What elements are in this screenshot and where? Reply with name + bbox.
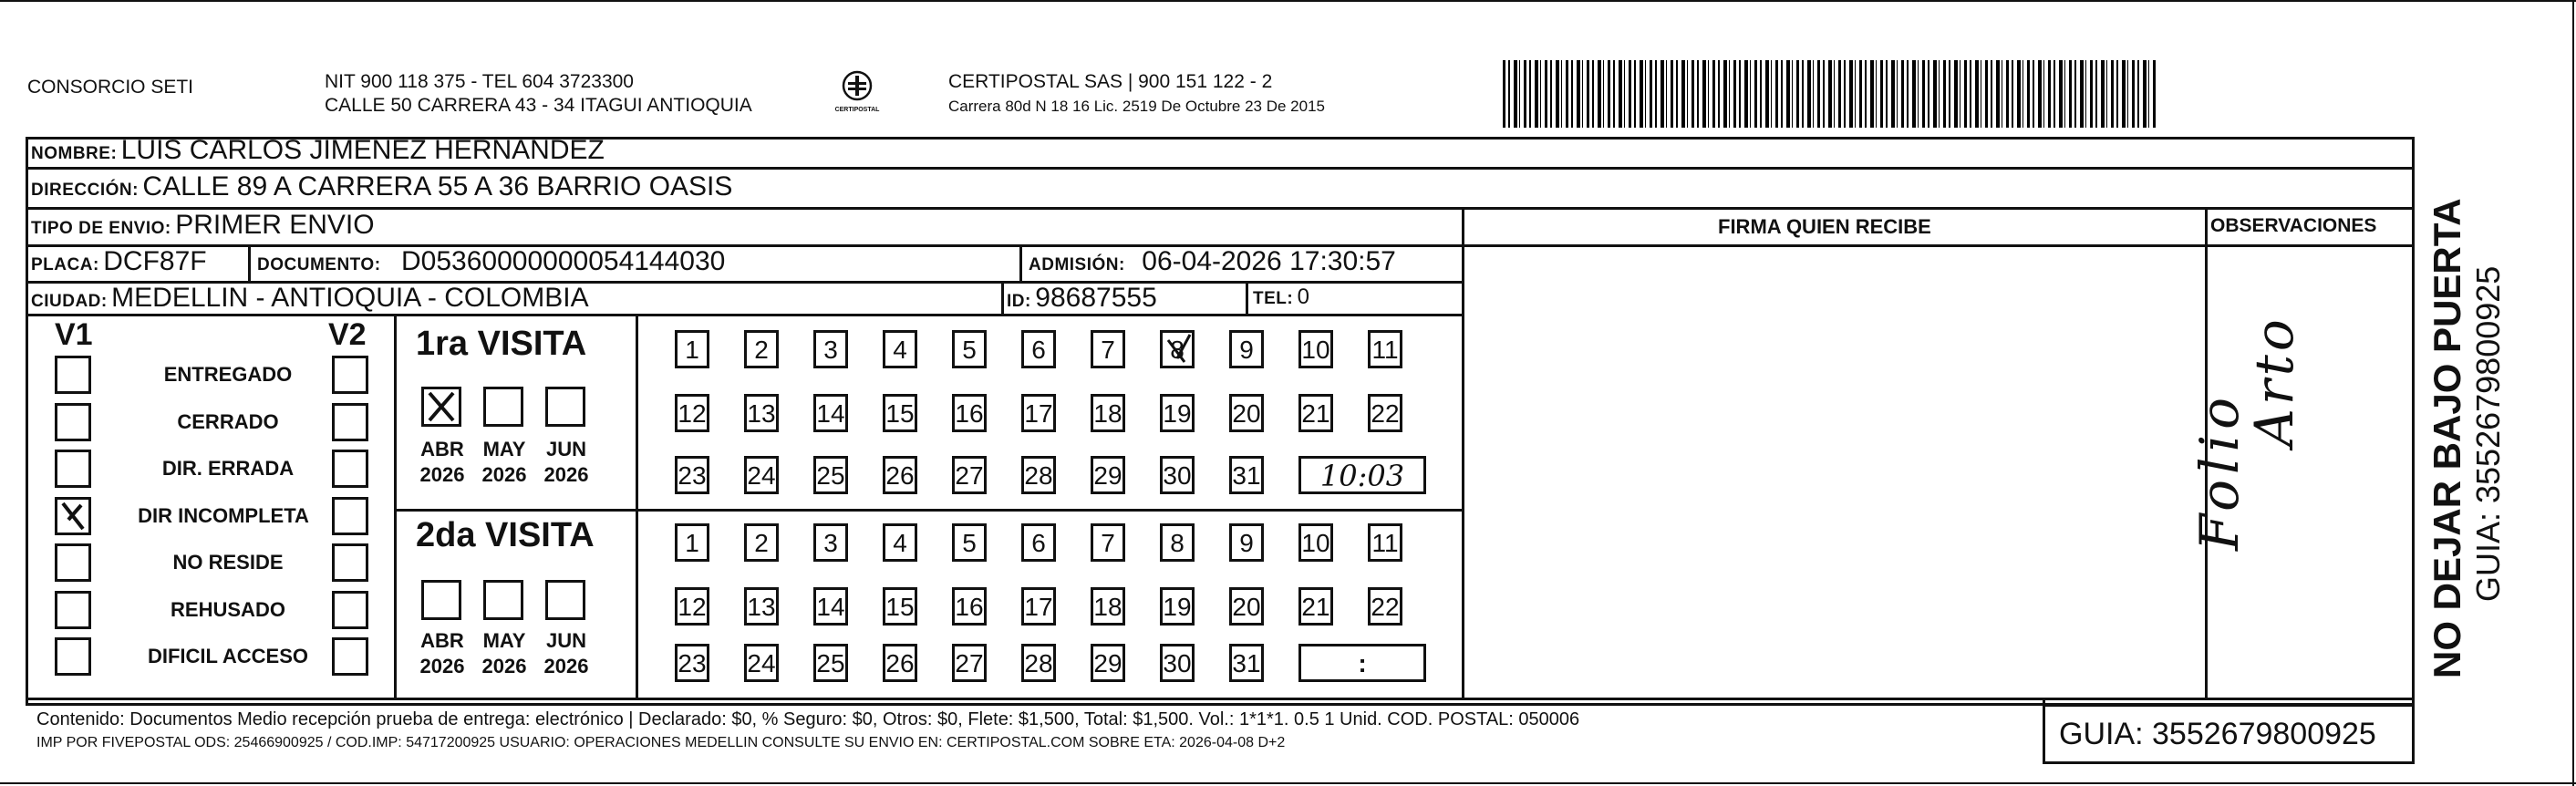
day-box[interactable]: 27 <box>952 456 987 494</box>
day-box[interactable]: 19 <box>1160 587 1195 626</box>
tipo-label: TIPO DE ENVIO: <box>31 219 171 238</box>
day-box[interactable]: 12 <box>675 394 709 432</box>
tel-field <box>1253 284 1309 310</box>
day-box[interactable]: 4 <box>883 330 917 368</box>
status-label: DIFICIL ACCESO <box>147 645 308 667</box>
id-value: 98687555 <box>1035 283 1157 313</box>
row-line <box>26 167 2415 170</box>
day-box[interactable]: 13 <box>744 587 779 626</box>
ciudad-value: MEDELLIN - ANTIOQUIA - COLOMBIA <box>111 283 589 313</box>
firma-header: FIRMA QUIEN RECIBE <box>1718 215 1931 238</box>
day-box[interactable]: 10 <box>1298 330 1333 368</box>
side-guia: GUIA: 3552679800925 <box>2469 265 2507 602</box>
consortium-name: CONSORCIO SETI <box>27 77 194 98</box>
v1-checkbox[interactable] <box>55 450 91 488</box>
tipo-value: PRIMER ENVIO <box>175 210 375 240</box>
day-box[interactable]: 10 <box>1298 523 1333 562</box>
time-box-1ra[interactable]: 10:03 <box>1298 456 1426 494</box>
month-year: 2026 <box>543 655 589 677</box>
visita2-title: 2da VISITA <box>416 516 595 554</box>
v1-label: V1 <box>55 317 93 352</box>
certipostal-logo-icon <box>837 69 877 102</box>
month-label: MAY <box>482 629 526 652</box>
form-frame <box>26 137 2415 706</box>
day-check-mark-icon <box>1163 333 1195 377</box>
address-line: CALLE 50 CARRERA 43 - 34 ITAGUI ANTIOQUIA <box>325 95 752 116</box>
month-year: 2026 <box>419 463 465 486</box>
day-box[interactable]: 31 <box>1229 644 1264 682</box>
day-box[interactable]: 28 <box>1021 456 1056 494</box>
v1-checkbox[interactable] <box>55 591 91 629</box>
day-box[interactable]: 25 <box>813 644 848 682</box>
barcode <box>1503 60 2156 128</box>
v2-checkbox[interactable] <box>332 497 368 535</box>
day-box[interactable]: 11 <box>1368 330 1402 368</box>
day-box[interactable]: 4 <box>883 523 917 562</box>
status-label: REHUSADO <box>171 597 285 621</box>
col-line <box>394 314 397 698</box>
status-label: CERRADO <box>177 409 279 433</box>
day-box[interactable]: 22 <box>1368 587 1402 626</box>
direccion-value: CALLE 89 A CARRERA 55 A 36 BARRIO OASIS <box>142 171 733 202</box>
day-box[interactable]: 2 <box>744 523 779 562</box>
v2-label: V2 <box>328 317 367 352</box>
day-box[interactable]: 29 <box>1091 456 1125 494</box>
day-box[interactable]: 6 <box>1021 330 1056 368</box>
day-box[interactable]: 7 <box>1091 523 1125 562</box>
month-label: MAY <box>482 438 526 460</box>
nit-line: NIT 900 118 375 - TEL 604 3723300 <box>325 71 634 92</box>
day-box[interactable]: 8 <box>1160 523 1195 562</box>
day-box[interactable]: 16 <box>952 587 987 626</box>
v2-checkbox[interactable] <box>332 591 368 629</box>
license-line: Carrera 80d N 18 16 Lic. 2519 De Octubre 23 De 2015 <box>948 98 1325 115</box>
bottom-border <box>0 782 2576 784</box>
month-label: JUN <box>545 629 586 652</box>
day-box[interactable]: 31 <box>1229 456 1264 494</box>
status-label: ENTREGADO <box>163 363 293 386</box>
status-label: DIR. ERRADA <box>161 457 295 480</box>
day-box[interactable]: 25 <box>813 456 848 494</box>
month-checkbox[interactable] <box>421 387 461 427</box>
day-box[interactable]: 1 <box>675 330 709 368</box>
v1-checkbox[interactable] <box>55 497 91 535</box>
day-box[interactable]: 5 <box>952 523 987 562</box>
day-box[interactable]: 12 <box>675 587 709 626</box>
v1-checkbox[interactable] <box>55 637 91 676</box>
x-mark-icon <box>424 389 459 424</box>
right-border <box>2572 0 2574 786</box>
day-box[interactable]: 13 <box>744 394 779 432</box>
month-year: 2026 <box>481 655 527 677</box>
v2-checkbox[interactable] <box>332 403 368 441</box>
day-box[interactable]: 3 <box>813 523 848 562</box>
time-box-2da[interactable]: : <box>1298 644 1426 682</box>
footer-contenido: Contenido: Documentos Medio recepción prueba de entrega: electrónico | Declarado: $0, % Seguro: $0, Otros: $0, Flete: $1,500, Total: $1,500. Vol.: 1*1*1. 0.5 1 Unid. COD. POSTAL: 050006 <box>36 709 1580 729</box>
v1-checkbox[interactable] <box>55 356 91 394</box>
day-box[interactable]: 11 <box>1368 523 1402 562</box>
col-line <box>1462 207 1464 698</box>
v2-checkbox[interactable] <box>332 543 368 582</box>
day-box[interactable]: 17 <box>1021 394 1056 432</box>
row-line <box>1462 244 2415 247</box>
month-label: ABR <box>420 438 464 460</box>
placa-value: DCF87F <box>103 246 207 276</box>
nombre-label: NOMBRE: <box>31 144 118 163</box>
admision-label: ADMISIÓN: <box>1029 255 1125 274</box>
nombre-value: LUIS CARLOS JIMENEZ HERNANDEZ <box>120 135 605 165</box>
placa-field <box>31 246 207 277</box>
day-box[interactable]: 8 <box>1160 330 1195 368</box>
month-checkbox[interactable] <box>483 580 523 620</box>
tipo-field <box>31 210 375 241</box>
month-year: 2026 <box>543 463 589 486</box>
day-box[interactable]: 7 <box>1091 330 1125 368</box>
visit-divider <box>394 509 1462 512</box>
day-box[interactable]: 15 <box>883 394 917 432</box>
id-label: ID: <box>1007 292 1031 311</box>
day-box[interactable]: 17 <box>1021 587 1056 626</box>
day-box[interactable]: 21 <box>1298 394 1333 432</box>
day-box[interactable]: 26 <box>883 644 917 682</box>
nombre-field <box>31 135 605 166</box>
day-box[interactable]: 1 <box>675 523 709 562</box>
month-label: JUN <box>545 438 586 460</box>
day-box[interactable]: 19 <box>1160 394 1195 432</box>
obs-handwriting-2: Arto <box>2243 315 2305 447</box>
day-box[interactable]: 15 <box>883 587 917 626</box>
month-checkbox[interactable] <box>421 580 461 620</box>
logo-text: CERTIPOSTAL <box>834 107 880 113</box>
day-box[interactable]: 2 <box>744 330 779 368</box>
check-mark-icon <box>57 500 88 533</box>
direccion-label: DIRECCIÓN: <box>31 181 139 200</box>
certipostal-logo <box>832 69 883 120</box>
day-box[interactable]: 30 <box>1160 456 1195 494</box>
direccion-field <box>31 171 732 202</box>
side-no-dejar: NO DEJAR BAJO PUERTA <box>2426 198 2468 678</box>
obs-line <box>2404 207 2415 210</box>
day-box[interactable]: 14 <box>813 394 848 432</box>
day-box[interactable]: 14 <box>813 587 848 626</box>
month-checkbox[interactable] <box>545 580 585 620</box>
day-box[interactable]: 29 <box>1091 644 1125 682</box>
status-label: NO RESIDE <box>172 551 284 574</box>
id-field <box>1007 283 1157 314</box>
day-box[interactable]: 18 <box>1091 394 1125 432</box>
month-label: ABR <box>420 629 464 652</box>
col-line <box>636 314 638 698</box>
ciudad-label: CIUDAD: <box>31 292 108 311</box>
day-box[interactable]: 27 <box>952 644 987 682</box>
v2-checkbox[interactable] <box>332 356 368 394</box>
visita1-title: 1ra VISITA <box>416 325 587 363</box>
row-line <box>26 314 1462 316</box>
ciudad-field <box>31 283 589 314</box>
day-box[interactable]: 20 <box>1229 394 1264 432</box>
day-box[interactable]: 24 <box>744 644 779 682</box>
footer-line <box>26 698 2415 700</box>
col-line <box>1019 244 1022 281</box>
day-box[interactable]: 23 <box>675 456 709 494</box>
top-border <box>0 0 2576 2</box>
day-box[interactable]: 3 <box>813 330 848 368</box>
day-box[interactable]: 24 <box>744 456 779 494</box>
day-box[interactable]: 5 <box>952 330 987 368</box>
day-box[interactable]: 28 <box>1021 644 1056 682</box>
day-box[interactable]: 6 <box>1021 523 1056 562</box>
day-box[interactable]: 9 <box>1229 330 1264 368</box>
v2-checkbox[interactable] <box>332 637 368 676</box>
observaciones-header: OBSERVACIONES <box>2210 215 2377 236</box>
col-line <box>248 244 251 281</box>
day-box[interactable]: 20 <box>1229 587 1264 626</box>
v1-checkbox[interactable] <box>55 543 91 582</box>
guia-box-text: GUIA: 3552679800925 <box>2059 717 2376 751</box>
status-label: DIR INCOMPLETA <box>138 503 309 527</box>
v1-checkbox[interactable] <box>55 403 91 441</box>
month-year: 2026 <box>481 463 527 486</box>
day-box[interactable]: 18 <box>1091 587 1125 626</box>
documento-value: D05360000000054144030 <box>401 246 726 276</box>
col-line <box>1246 281 1248 314</box>
obs-handwriting-1: Folio <box>2188 391 2250 551</box>
v2-checkbox[interactable] <box>332 450 368 488</box>
tel-label: TEL: <box>1253 289 1294 308</box>
day-box[interactable]: 30 <box>1160 644 1195 682</box>
day-box[interactable]: 26 <box>883 456 917 494</box>
day-box[interactable]: 23 <box>675 644 709 682</box>
month-year: 2026 <box>419 655 465 677</box>
tel-value: 0 <box>1297 284 1310 309</box>
placa-label: PLACA: <box>31 255 99 274</box>
footer-imp: IMP POR FIVEPOSTAL ODS: 25466900925 / COD.IMP: 54717200925 USUARIO: OPERACIONES MEDELLIN CONSULTE SU ENVIO EN: CERTIPOSTAL.COM SOBRE ETA: 2026-04-08 D+2 <box>36 735 1286 750</box>
month-checkbox[interactable] <box>483 387 523 427</box>
row-line <box>26 207 2415 210</box>
day-box[interactable]: 22 <box>1368 394 1402 432</box>
documento-field <box>257 246 725 277</box>
day-box[interactable]: 9 <box>1229 523 1264 562</box>
col-line <box>1001 281 1004 314</box>
admision-value: 06-04-2026 17:30:57 <box>1142 246 1396 276</box>
admision-field <box>1029 246 1396 277</box>
day-box[interactable]: 16 <box>952 394 987 432</box>
month-checkbox[interactable] <box>545 387 585 427</box>
documento-label: DOCUMENTO: <box>257 255 381 274</box>
company-line: CERTIPOSTAL SAS | 900 151 122 - 2 <box>948 71 1273 92</box>
day-box[interactable]: 21 <box>1298 587 1333 626</box>
